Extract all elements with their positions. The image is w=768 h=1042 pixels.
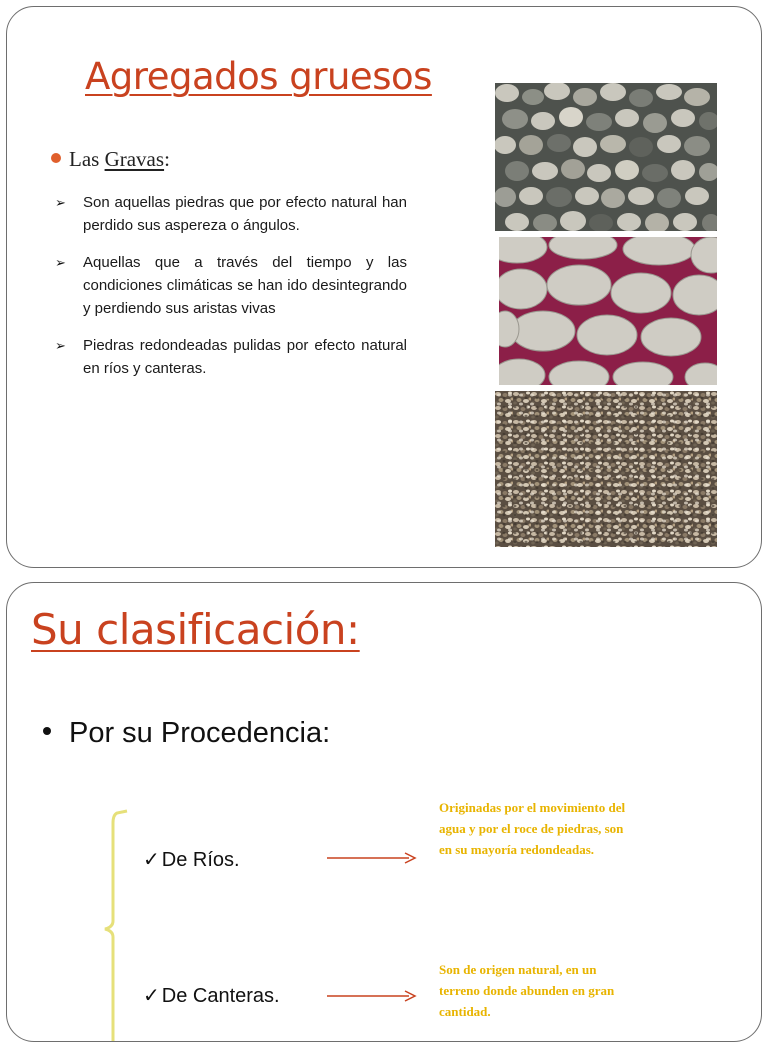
fine-gravel-photo bbox=[495, 391, 717, 547]
heading-suffix: : bbox=[164, 147, 170, 171]
slide-title: Agregados gruesos bbox=[85, 55, 432, 98]
bullet-dot-icon bbox=[51, 153, 61, 163]
list-item bbox=[55, 191, 407, 237]
canteras-description: Son de origen natural, en un terreno donde abunden en gran cantidad. bbox=[439, 962, 615, 1019]
heading-gravas: Gravas bbox=[104, 147, 165, 171]
procedencia-text: Por su Procedencia: bbox=[69, 717, 331, 749]
arrow-right-icon bbox=[325, 849, 421, 867]
item-de-rios bbox=[143, 847, 240, 872]
rios-description: Originadas por el movimiento del agua y por el roce de piedras, son en su mayoría redondeadas. bbox=[439, 800, 626, 857]
check-icon: ✓ bbox=[143, 985, 160, 1007]
list-item bbox=[55, 334, 407, 380]
check-icon: ✓ bbox=[143, 849, 160, 871]
point-text: Son aquellas piedras que por efecto natural han perdido sus aspereza o ángulos. bbox=[83, 194, 407, 234]
pebbles-photo bbox=[495, 83, 717, 231]
slide-title: Su clasificación: bbox=[31, 605, 360, 654]
slide-clasificacion bbox=[6, 582, 762, 1042]
gravas-points bbox=[55, 191, 407, 394]
item-de-canteras bbox=[143, 983, 280, 1008]
heading-prefix: Las bbox=[69, 147, 105, 171]
gravel-photos bbox=[495, 83, 717, 553]
slide-agregados-gruesos bbox=[6, 6, 762, 568]
arrow-right-icon bbox=[325, 987, 421, 1005]
smooth-stones-photo bbox=[499, 237, 717, 385]
procedencia-heading bbox=[43, 717, 330, 750]
point-text: Piedras redondeadas pulidas por efecto natural en ríos y canteras. bbox=[83, 337, 407, 377]
arrow-bullet-icon: ➢ bbox=[55, 255, 66, 270]
point-text: Aquellas que a través del tiempo y las condiciones climáticas se han ido desintegrando y perdiendo sus aristas vivas bbox=[83, 254, 407, 317]
list-item bbox=[55, 251, 407, 320]
gravas-heading bbox=[51, 147, 170, 172]
arrow-bullet-icon: ➢ bbox=[55, 195, 66, 210]
arrow-bullet-icon: ➢ bbox=[55, 338, 66, 353]
bullet-dot-icon bbox=[43, 727, 51, 735]
item-label: De Canteras. bbox=[161, 985, 280, 1007]
item-label: De Ríos. bbox=[161, 849, 240, 871]
brace-icon bbox=[103, 809, 133, 1042]
